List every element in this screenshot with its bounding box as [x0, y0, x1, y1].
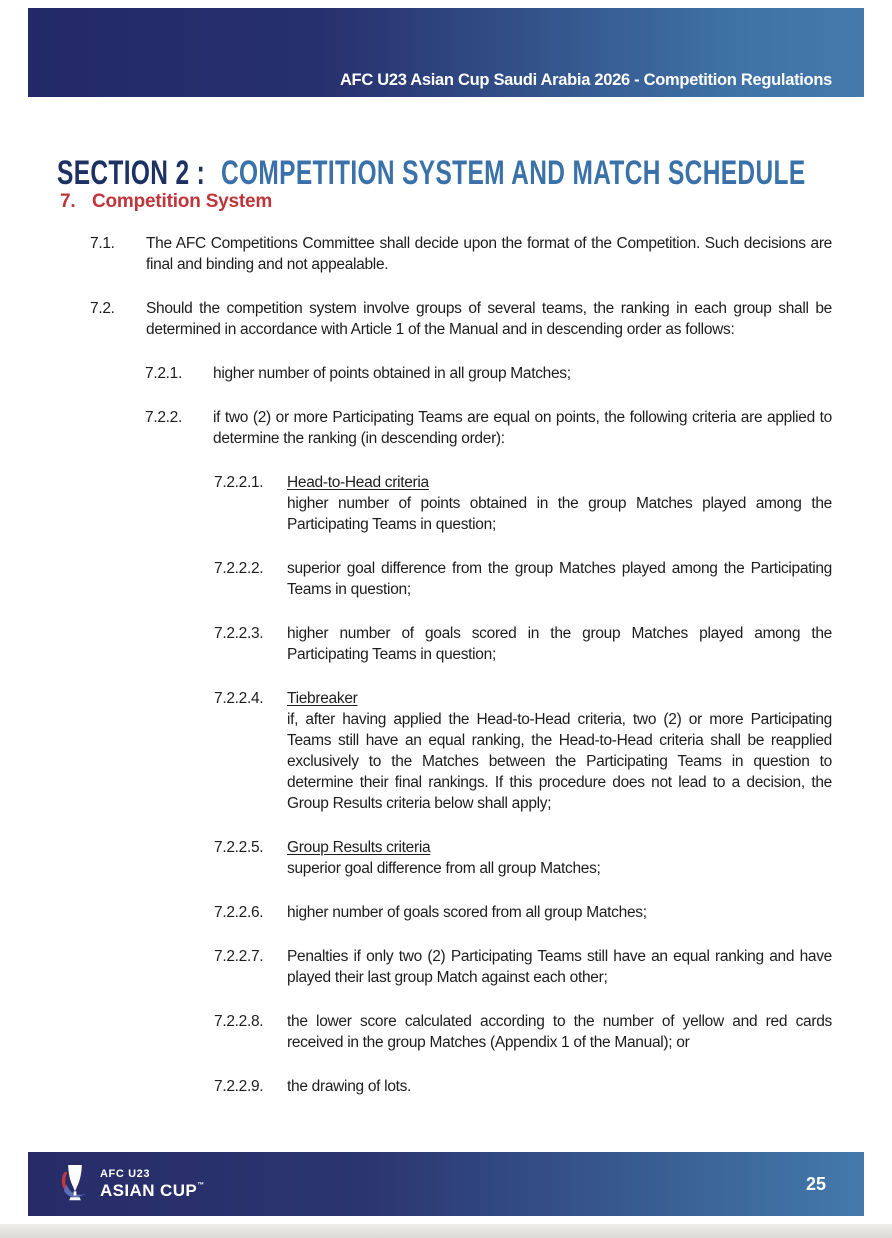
article-heading — [60, 191, 272, 213]
clause-7-2-2-8 — [90, 1011, 832, 1053]
page-number: 25 — [805, 1173, 826, 1194]
clause-text: superior goal difference from all group Matches; — [287, 860, 601, 877]
clause-7-2-2-1 — [90, 472, 832, 535]
clause-text: superior goal difference from the group Matches played among the Participating Teams in question; — [287, 560, 832, 598]
clause-number: 7.2.2.2. — [214, 560, 264, 577]
trademark-symbol: ™ — [197, 1182, 205, 1189]
document-title: AFC U23 Asian Cup Saudi Arabia 2026 - Competition Regulations — [339, 71, 832, 89]
clause-number: 7.1. — [90, 235, 115, 252]
clause-7-2-2-3 — [90, 623, 832, 665]
article-number: 7. — [60, 191, 76, 212]
clause-number: 7.2.2.5. — [214, 839, 264, 856]
clause-text: higher number of points obtained in all group Matches; — [213, 365, 571, 382]
clause-number: 7.2.1. — [145, 365, 182, 382]
clause-7-2-1 — [90, 363, 832, 384]
section-heading — [57, 154, 806, 192]
clause-text: if two (2) or more Participating Teams are equal on points, the following criteria are applied to determine the ranking (in descending order): — [213, 409, 832, 447]
page-edge-shadow — [0, 1224, 892, 1238]
clause-list — [90, 233, 832, 1097]
afc-u23-asian-cup-logo — [58, 1160, 205, 1209]
clause-7-2-2-6 — [90, 902, 832, 923]
clause-7-2 — [90, 298, 832, 340]
clause-7-2-2-2 — [90, 558, 832, 600]
section-title: COMPETITION SYSTEM AND MATCH SCHEDULE — [220, 153, 806, 192]
clause-text: higher number of goals scored from all group Matches; — [287, 904, 647, 921]
clause-number: 7.2.2.4. — [214, 690, 264, 707]
clause-number: 7.2.2.7. — [214, 948, 264, 965]
logo-wordmark — [100, 1169, 205, 1199]
clause-text: the drawing of lots. — [287, 1078, 412, 1095]
clause-number: 7.2.2.6. — [214, 904, 264, 921]
clause-text: Should the competition system involve groups of several teams, the ranking in each group shall be determined in accordance with Article 1 of the Manual and in descending order as follows: — [146, 300, 832, 338]
clause-7-2-2-7 — [90, 946, 832, 988]
clause-number: 7.2.2.8. — [214, 1013, 264, 1030]
clause-7-2-2-4 — [90, 688, 832, 814]
criteria-heading-head-to-head: Head-to-Head criteria — [287, 474, 429, 491]
clause-text: if, after having applied the Head-to-Head criteria, two (2) or more Participating Teams still have an equal ranking, the Head-to-Head criteria shall be reapplied exclusively to the Matches between the Participating Teams in question to determine their final rankings. If this procedure does not lead to a decision, the Group Results criteria below shall apply; — [287, 711, 832, 812]
clause-7-2-2-9 — [90, 1076, 832, 1097]
footer-bar — [28, 1152, 864, 1216]
article-title: Competition System — [92, 191, 273, 212]
clause-text: higher number of goals scored in the group Matches played among the Participating Teams in question; — [287, 625, 832, 663]
logo-line2: ASIAN CUP™ — [100, 1181, 205, 1200]
header-bar — [28, 8, 864, 97]
criteria-heading-tiebreaker: Tiebreaker — [287, 690, 358, 707]
clause-number: 7.2. — [90, 300, 115, 317]
criteria-heading-group-results: Group Results criteria — [287, 839, 431, 856]
clause-number: 7.2.2.9. — [214, 1078, 264, 1095]
clause-7-1 — [90, 233, 832, 275]
clause-text: the lower score calculated according to the number of yellow and red cards received in the group Matches (Appendix 1 of the Manual); or — [287, 1013, 832, 1051]
section-number: SECTION 2 : — [57, 153, 206, 192]
clause-text: The AFC Competitions Committee shall decide upon the format of the Competition. Such decisions are final and binding and not appealable. — [146, 235, 832, 273]
afc-u23-asian-cup-trophy-icon — [58, 1160, 92, 1209]
clause-number: 7.2.2.1. — [214, 474, 264, 491]
logo-line1: AFC U23 — [100, 1168, 151, 1180]
clause-7-2-2 — [90, 407, 832, 449]
clause-text: Penalties if only two (2) Participating Teams still have an equal ranking and have played their last group Match against each other; — [287, 948, 832, 986]
clause-number: 7.2.2. — [145, 409, 182, 426]
clause-number: 7.2.2.3. — [214, 625, 264, 642]
clause-7-2-2-5 — [90, 837, 832, 879]
clause-text: higher number of points obtained in the group Matches played among the Participating Teams in question; — [287, 495, 832, 533]
